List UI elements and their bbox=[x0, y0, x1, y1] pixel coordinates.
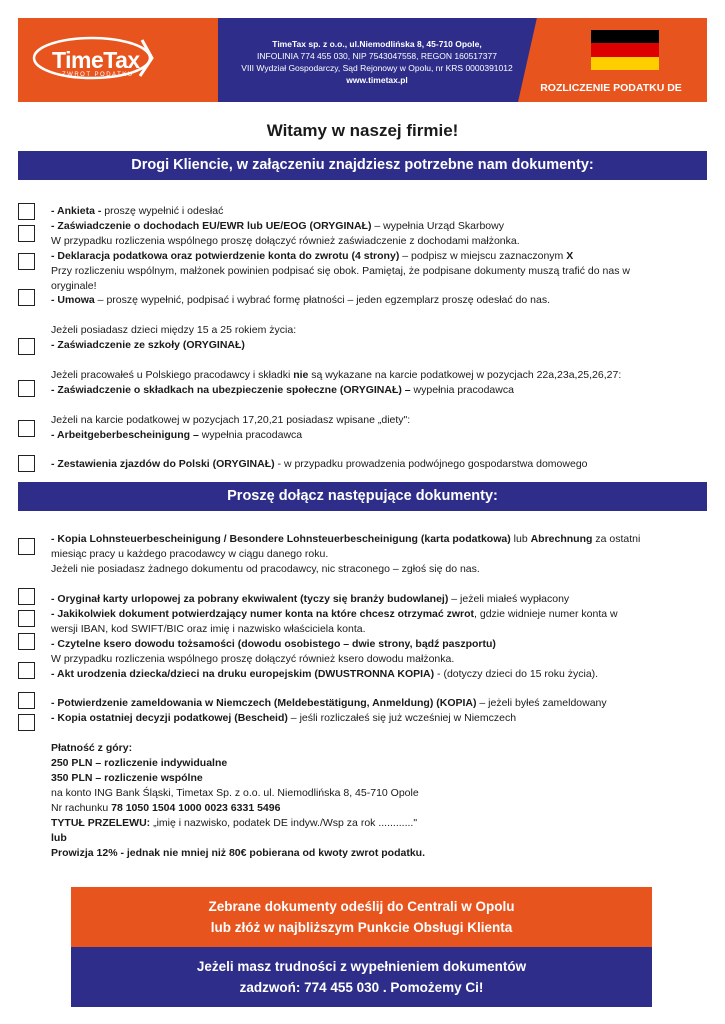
flag-stripe-red bbox=[591, 43, 659, 56]
payment-bank: na konto ING Bank Śląski, Timetax Sp. z o.o. ul. Niemodlińska 8, 45-710 Opole bbox=[51, 787, 419, 799]
logo-text: TimeTax bbox=[52, 47, 140, 73]
checkbox-lohnsteuer[interactable] bbox=[18, 538, 35, 555]
checkbox-umowa[interactable] bbox=[18, 289, 35, 306]
note-lohnsteuer-miesiac: miesiąc pracy u każdego pracodawcy w ciągu danego roku. bbox=[51, 548, 329, 560]
payment-account-number: Nr rachunku 78 1050 1504 1000 0023 6331 5496 bbox=[51, 802, 281, 814]
item-skladki: - Zaświadczenie o składkach na ubezpieczenie społeczne (ORYGINAŁ) – wypełnia pracodawca bbox=[51, 384, 514, 396]
checkbox-skladki[interactable] bbox=[18, 380, 35, 397]
payment-commission: Prowizja 12% - jednak nie mniej niż 80€ pobierana od kwoty zwrot podatku. bbox=[51, 847, 425, 859]
footer-send-line2: lub złóż w najbliższym Punkcie Obsługi Klienta bbox=[210, 920, 513, 935]
germany-flag-icon bbox=[591, 30, 659, 70]
item-akt-urodzenia: - Akt urodzenia dziecka/dzieci na druku europejskim (DWUSTRONNA KOPIA) - (dotyczy dzieci do 15 roku życia). bbox=[51, 668, 599, 680]
note-zaswiadczenie-malzonka: W przypadku rozliczenia wspólnego proszę dołączyć również zaświadczenie z dochodami małżonka. bbox=[51, 235, 520, 247]
item-ankieta: - Ankieta - proszę wypełnić i odesłać bbox=[51, 205, 224, 217]
item-zameldowanie: - Potwierdzenie zameldowania w Niemczech (Meldebestätigung, Anmeldung) (KOPIA) – jeżeli byłeś zameldowany bbox=[51, 697, 607, 709]
checkbox-zaswiadczenie-szkoly[interactable] bbox=[18, 338, 35, 355]
checkbox-deklaracja[interactable] bbox=[18, 253, 35, 270]
company-hotline: INFOLINIA 774 455 030, NIP 7543047558, REGON 160517377 bbox=[257, 51, 497, 61]
item-deklaracja: - Deklaracja podatkowa oraz potwierdzenie konta do zwrotu (4 strony) – podpisz w miejscu zaznaczonym X bbox=[51, 250, 574, 262]
item-zjazdy: - Zestawienia zjazdów do Polski (ORYGINAŁ) - w przypadku prowadzenia podwójnego gospodarstwa domowego bbox=[51, 458, 588, 470]
checkbox-bescheid[interactable] bbox=[18, 714, 35, 731]
checkbox-numer-konta[interactable] bbox=[18, 610, 35, 627]
checkbox-ksero-dowodu[interactable] bbox=[18, 633, 35, 650]
header-right-label: ROZLICZENIE PODATKU DE bbox=[540, 82, 682, 94]
note-oryginale: oryginale! bbox=[51, 280, 97, 292]
note-dzieci: Jeżeli posiadasz dzieci między 15 a 25 rokiem życia: bbox=[51, 324, 297, 336]
footer-send-box bbox=[71, 887, 652, 947]
note-brak-dokumentu: Jeżeli nie posiadasz żadnego dokumentu od pracodawcy, nic straconego – zgłoś się do nas. bbox=[51, 563, 480, 575]
note-ksero-malzonka: W przypadku rozliczenia wspólnego proszę dołączyć również ksero dowodu małżonka. bbox=[51, 653, 455, 665]
checkbox-zameldowanie[interactable] bbox=[18, 692, 35, 709]
note-diety: Jeżeli na karcie podatkowej w pozycjach 17,20,21 posiadasz wpisane „diety": bbox=[51, 414, 411, 426]
company-registry: VIII Wydział Gospodarczy, Sąd Rejonowy w Opolu, nr KRS 0000391012 bbox=[241, 63, 513, 73]
item-ksero-dowodu: - Czytelne ksero dowodu tożsamości (dowodu osobistego – dwie strony, bądź paszportu) bbox=[51, 638, 496, 650]
item-lohnsteuer: - Kopia Lohnsteuerbescheinigung / Besondere Lohnsteuerbescheinigung (karta podatkowa) lub Abrechnung za ostatni bbox=[51, 533, 641, 545]
payment-individual: 250 PLN – rozliczenie indywidualne bbox=[51, 757, 228, 769]
payment-joint: 350 PLN – rozliczenie wspólne bbox=[51, 772, 203, 784]
section1-banner: Drogi Kliencie, w załączeniu znajdziesz potrzebne nam dokumenty: bbox=[18, 151, 707, 180]
note-iban: wersji IBAN, kod SWIFT/BIC oraz imię i nazwisko właściciela konta. bbox=[51, 623, 366, 635]
company-website-link[interactable]: www.timetax.pl bbox=[346, 75, 408, 85]
checkbox-arbeitgeber[interactable] bbox=[18, 420, 35, 437]
company-info bbox=[222, 38, 532, 86]
footer-help-box bbox=[71, 947, 652, 1007]
checkbox-karta-urlopowa[interactable] bbox=[18, 588, 35, 605]
company-name: TimeTax sp. z o.o., ul.Niemodlińska 8, 45-710 Opole, bbox=[272, 39, 482, 49]
item-zaswiadczenie-dochody: - Zaświadczenie o dochodach EU/EWR lub UE/EOG (ORYGINAŁ) – wypełnia Urząd Skarbowy bbox=[51, 220, 504, 232]
payment-or: lub bbox=[51, 832, 67, 844]
item-umowa: - Umowa – proszę wypełnić, podpisać i wybrać formę płatności – jeden egzemplarz proszę odesłać do nas. bbox=[51, 294, 551, 306]
item-numer-konta: - Jakikolwiek dokument potwierdzający numer konta na które chcesz otrzymać zwrot, gdzie widnieje numer konta w bbox=[51, 608, 618, 620]
item-bescheid: - Kopia ostatniej decyzji podatkowej (Bescheid) – jeśli rozliczałeś się już wcześniej w Niemczech bbox=[51, 712, 517, 724]
checkbox-zjazdy[interactable] bbox=[18, 455, 35, 472]
item-zaswiadczenie-szkoly: - Zaświadczenie ze szkoły (ORYGINAŁ) bbox=[51, 339, 245, 351]
payment-transfer-title: TYTUŁ PRZELEWU: „imię i nazwisko, podatek DE indyw./Wsp za rok ............" bbox=[51, 817, 418, 829]
item-karta-urlopowa: - Oryginał karty urlopowej za pobrany ekwiwalent (tyczy się branży budowlanej) – jeżeli miałeś wypłacony bbox=[51, 593, 570, 605]
flag-stripe-black bbox=[591, 30, 659, 43]
item-arbeitgeber: - Arbeitgeberbescheinigung – wypełnia pracodawca bbox=[51, 429, 303, 441]
payment-title: Płatność z góry: bbox=[51, 742, 133, 754]
note-polski-pracodawca: Jeżeli pracowałeś u Polskiego pracodawcy i składki nie są wykazane na karcie podatkowej w pozycjach 22a,23a,25,26,27: bbox=[51, 369, 622, 381]
checkbox-zaswiadczenie-dochody[interactable] bbox=[18, 225, 35, 242]
welcome-title: Witamy w naszej firmie! bbox=[266, 121, 459, 140]
note-podpis-malzonka: Przy rozliczeniu wspólnym, małżonek powinien podpisać się obok. Pamiętaj, że podpisane dokumenty muszą trafić do nas w bbox=[51, 265, 630, 277]
checkbox-akt-urodzenia[interactable] bbox=[18, 662, 35, 679]
footer-send-line1: Zebrane dokumenty odeślij do Centrali w Opolu bbox=[208, 899, 515, 914]
footer-help-phone[interactable]: zadzwoń: 774 455 030 . Pomożemy Ci! bbox=[239, 980, 484, 995]
checkbox-ankieta[interactable] bbox=[18, 203, 35, 220]
footer-help-line1: Jeżeli masz trudności z wypełnieniem dokumentów bbox=[196, 959, 527, 974]
logo-subtitle: ZWROT PODATKU bbox=[62, 72, 134, 78]
flag-stripe-gold bbox=[591, 57, 659, 70]
section2-banner: Proszę dołącz następujące dokumenty: bbox=[18, 482, 707, 511]
